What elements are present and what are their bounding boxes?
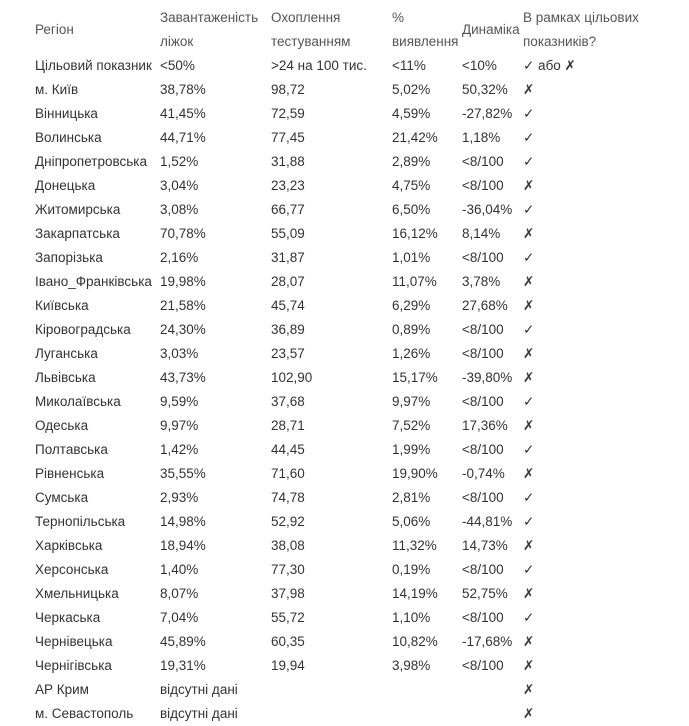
row-cell-dynamics: -27,82% [462, 106, 513, 121]
row-cell-testing: 37,98 [271, 586, 305, 601]
row-cell-beds: відсутні дані [160, 706, 238, 721]
header-testing-line1: Охоплення [271, 10, 341, 25]
row-cell-testing: 77,45 [271, 130, 305, 145]
row-cell-dynamics: -44,81% [462, 514, 513, 529]
row-cell-region: АР Крим [35, 682, 89, 697]
row-cell-region: Рівненська [35, 466, 105, 481]
row-cell-target: ✓ [523, 322, 535, 337]
row-cell-dynamics: -0,74% [462, 466, 505, 481]
row-cell-testing: 38,08 [271, 538, 305, 553]
row-cell-testing: 28,07 [271, 274, 305, 289]
row-cell-detection: 3,98% [392, 658, 431, 673]
row-cell-dynamics: 52,75% [462, 586, 508, 601]
row-cell-beds: 1,40% [160, 562, 199, 577]
header-target-line2: показників? [523, 34, 597, 49]
header-testing-line2: тестуванням [271, 34, 351, 49]
row-cell-target: ✗ [523, 706, 535, 721]
row-cell-detection: 19,90% [392, 466, 438, 481]
row-cell-target: ✗ [523, 370, 535, 385]
row-cell-beds: 70,78% [160, 226, 206, 241]
row-cell-testing: 19,94 [271, 658, 305, 673]
row-cell-region: Волинська [35, 130, 102, 145]
row-cell-beds: відсутні дані [160, 682, 238, 697]
row-cell-target: ✓ [523, 106, 535, 121]
row-cell-testing: 23,57 [271, 346, 305, 361]
row-cell-dynamics: <8/100 [462, 178, 504, 193]
header-beds-line1: Завантаженість [160, 10, 259, 25]
row-cell-dynamics: <8/100 [462, 442, 504, 457]
row-cell-target: ✗ [523, 82, 535, 97]
row-cell-target: ✗ [523, 538, 535, 553]
row-cell-dynamics: <8/100 [462, 658, 504, 673]
row-cell-region: Івано_Франківська [35, 274, 152, 289]
row-cell-region: Кіровоградська [35, 322, 131, 337]
row-cell-region: м. Севастополь [35, 706, 134, 721]
header-region: Регіон [35, 22, 74, 37]
row-cell-detection: 1,26% [392, 346, 431, 361]
row-cell-testing: 23,23 [271, 178, 305, 193]
row-cell-dynamics: 3,78% [462, 274, 501, 289]
row-cell-target: ✓ [523, 154, 535, 169]
row-cell-testing: 55,72 [271, 610, 305, 625]
row-cell-region: Полтавська [35, 442, 108, 457]
row-cell-beds: 19,31% [160, 658, 206, 673]
row-cell-region: Запорізька [35, 250, 103, 265]
row-cell-dynamics: <8/100 [462, 154, 504, 169]
row-cell-beds: 14,98% [160, 514, 206, 529]
row-cell-target: ✓ [523, 250, 535, 265]
row-cell-region: Сумська [35, 490, 89, 505]
row-cell-detection: 7,52% [392, 418, 431, 433]
row-cell-region: Херсонська [35, 562, 109, 577]
row-cell-detection: 6,50% [392, 202, 431, 217]
row-cell-testing: 28,71 [271, 418, 305, 433]
row-cell-beds: 2,16% [160, 250, 199, 265]
row-cell-detection: 1,10% [392, 610, 431, 625]
row-cell-beds: 18,94% [160, 538, 206, 553]
row-cell-detection: 11,32% [392, 538, 437, 553]
target-row-beds: <50% [160, 58, 195, 73]
row-cell-detection: 2,89% [392, 154, 431, 169]
row-cell-target: ✗ [523, 178, 535, 193]
row-cell-region: Чернівецька [35, 634, 113, 649]
row-cell-target: ✗ [523, 586, 535, 601]
row-cell-region: м. Київ [35, 82, 79, 97]
row-cell-dynamics: -36,04% [462, 202, 513, 217]
row-cell-target: ✓ [523, 610, 535, 625]
row-cell-target: ✓ [523, 514, 535, 529]
row-cell-dynamics: <8/100 [462, 250, 504, 265]
row-cell-testing: 74,78 [271, 490, 305, 505]
row-cell-region: Хмельницька [35, 586, 119, 601]
row-cell-beds: 9,59% [160, 394, 199, 409]
row-cell-target: ✗ [523, 298, 535, 313]
row-cell-beds: 19,98% [160, 274, 206, 289]
row-cell-detection: 21,42% [392, 130, 438, 145]
row-cell-beds: 44,71% [160, 130, 206, 145]
row-cell-detection: 14,19% [392, 586, 438, 601]
row-cell-beds: 24,30% [160, 322, 206, 337]
row-cell-detection: 0,89% [392, 322, 431, 337]
row-cell-beds: 3,04% [160, 178, 199, 193]
row-cell-target: ✓ [523, 562, 535, 577]
header-dynamics: Динаміка [462, 22, 520, 37]
row-cell-testing: 77,30 [271, 562, 305, 577]
row-cell-beds: 21,58% [160, 298, 206, 313]
row-cell-testing: 52,92 [271, 514, 305, 529]
row-cell-detection: 15,17% [392, 370, 438, 385]
target-row-region: Цільовий показник [35, 58, 152, 73]
row-cell-region: Одеська [35, 418, 89, 433]
row-cell-dynamics: <8/100 [462, 490, 504, 505]
header-detection-line1: % [392, 10, 405, 25]
row-cell-region: Закарпатська [35, 226, 120, 241]
row-cell-dynamics: 14,73% [462, 538, 508, 553]
row-cell-dynamics: <8/100 [462, 346, 504, 361]
row-cell-region: Чернігівська [35, 658, 112, 673]
row-cell-detection: 2,81% [392, 490, 431, 505]
row-cell-beds: 1,42% [160, 442, 199, 457]
row-cell-target: ✗ [523, 226, 535, 241]
row-cell-target: ✓ [523, 202, 535, 217]
row-cell-detection: 16,12% [392, 226, 438, 241]
row-cell-region: Харківська [35, 538, 103, 553]
row-cell-beds: 9,97% [160, 418, 199, 433]
row-cell-region: Миколаївська [35, 394, 121, 409]
row-cell-region: Донецька [35, 178, 96, 193]
row-cell-dynamics: 17,36% [462, 418, 508, 433]
row-cell-detection: 5,02% [392, 82, 431, 97]
row-cell-beds: 43,73% [160, 370, 206, 385]
row-cell-detection: 11,07% [392, 274, 437, 289]
row-cell-beds: 45,89% [160, 634, 206, 649]
row-cell-target: ✗ [523, 418, 535, 433]
row-cell-beds: 2,93% [160, 490, 199, 505]
row-cell-beds: 1,52% [160, 154, 199, 169]
row-cell-detection: 10,82% [392, 634, 438, 649]
target-row-testing: >24 на 100 тис. [271, 58, 367, 73]
row-cell-detection: 5,06% [392, 514, 431, 529]
row-cell-detection: 4,59% [392, 106, 431, 121]
row-cell-target: ✗ [523, 634, 535, 649]
row-cell-region: Житомирська [35, 202, 121, 217]
row-cell-testing: 60,35 [271, 634, 305, 649]
row-cell-dynamics: 50,32% [462, 82, 508, 97]
row-cell-detection: 1,99% [392, 442, 431, 457]
row-cell-target: ✓ [523, 130, 535, 145]
row-cell-dynamics: 8,14% [462, 226, 501, 241]
row-cell-dynamics: <8/100 [462, 562, 504, 577]
row-cell-beds: 35,55% [160, 466, 206, 481]
row-cell-region: Дніпропетровська [35, 154, 148, 169]
row-cell-dynamics: -17,68% [462, 634, 513, 649]
row-cell-testing: 31,87 [271, 250, 305, 265]
row-cell-region: Вінницька [35, 106, 98, 121]
row-cell-testing: 55,09 [271, 226, 305, 241]
header-target-line1: В рамках цільових [523, 10, 639, 25]
row-cell-testing: 44,45 [271, 442, 305, 457]
header-beds-line2: ліжок [160, 34, 194, 49]
row-cell-dynamics: -39,80% [462, 370, 513, 385]
row-cell-testing: 102,90 [271, 370, 313, 385]
row-cell-beds: 3,08% [160, 202, 199, 217]
row-cell-target: ✗ [523, 274, 535, 289]
row-cell-detection: 9,97% [392, 394, 431, 409]
row-cell-beds: 38,78% [160, 82, 206, 97]
row-cell-beds: 8,07% [160, 586, 199, 601]
row-cell-detection: 6,29% [392, 298, 431, 313]
row-cell-testing: 36,89 [271, 322, 305, 337]
row-cell-dynamics: 27,68% [462, 298, 508, 313]
row-cell-testing: 72,59 [271, 106, 305, 121]
row-cell-dynamics: 1,18% [462, 130, 501, 145]
target-row-target: ✓ або ✗ [523, 58, 576, 73]
row-cell-dynamics: <8/100 [462, 394, 504, 409]
row-cell-beds: 3,03% [160, 346, 199, 361]
row-cell-testing: 31,88 [271, 154, 305, 169]
row-cell-region: Львівська [35, 370, 96, 385]
row-cell-testing: 98,72 [271, 82, 305, 97]
row-cell-dynamics: <8/100 [462, 610, 504, 625]
row-cell-target: ✗ [523, 658, 535, 673]
row-cell-testing: 71,60 [271, 466, 305, 481]
row-cell-region: Тернопільська [35, 514, 126, 529]
row-cell-region: Київська [35, 298, 89, 313]
row-cell-region: Черкаська [35, 610, 101, 625]
row-cell-testing: 66,77 [271, 202, 305, 217]
header-detection-line2: виявлення [392, 34, 459, 49]
target-row-detection: <11% [392, 58, 426, 73]
row-cell-target: ✗ [523, 466, 535, 481]
row-cell-testing: 37,68 [271, 394, 305, 409]
row-cell-testing: 45,74 [271, 298, 305, 313]
row-cell-beds: 41,45% [160, 106, 206, 121]
row-cell-target: ✓ [523, 490, 535, 505]
row-cell-region: Луганська [35, 346, 98, 361]
row-cell-target: ✗ [523, 682, 535, 697]
row-cell-target: ✓ [523, 394, 535, 409]
row-cell-dynamics: <8/100 [462, 322, 504, 337]
row-cell-detection: 1,01% [392, 250, 431, 265]
row-cell-beds: 7,04% [160, 610, 199, 625]
row-cell-target: ✓ [523, 442, 535, 457]
row-cell-detection: 0,19% [392, 562, 431, 577]
row-cell-detection: 4,75% [392, 178, 431, 193]
target-row-dynamics: <10% [462, 58, 497, 73]
row-cell-target: ✗ [523, 346, 535, 361]
